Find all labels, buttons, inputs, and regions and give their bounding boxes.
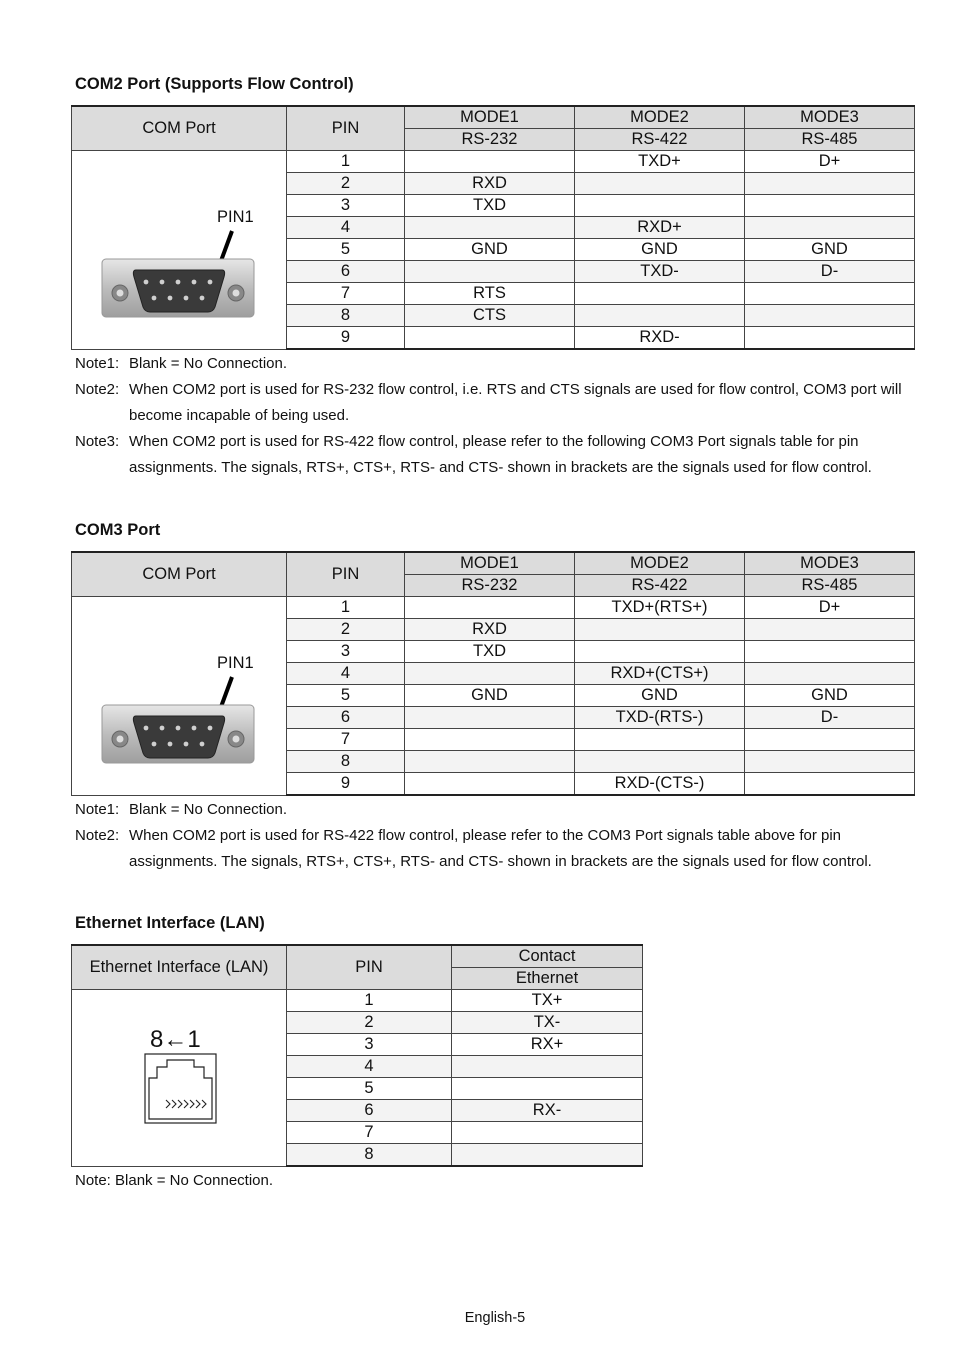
lan-pin-cell: 7 <box>287 1122 452 1144</box>
com3-mode3-header: MODE3 <box>745 552 915 575</box>
com3-mode3-cell <box>745 663 915 685</box>
lan-port-header: Ethernet Interface (LAN) <box>72 945 287 990</box>
com2-port-header: COM Port <box>72 106 287 151</box>
com2-mode1-cell: RTS <box>405 283 575 305</box>
note-text: When COM2 port is used for RS-232 flow control, i.e. RTS and CTS signals are used for flow control, COM3 port will become incapable of being used. <box>129 381 902 424</box>
lan-signal-cell: TX+ <box>452 990 643 1012</box>
com2-mode1-cell <box>405 151 575 173</box>
rj45-jack-icon <box>72 990 285 1164</box>
lan-pin-cell: 6 <box>287 1100 452 1122</box>
com3-note-2 <box>75 823 925 875</box>
lan-pin-cell: 5 <box>287 1078 452 1100</box>
lan-table <box>71 944 643 1167</box>
com3-mode1-cell: TXD <box>405 641 575 663</box>
com3-note-1 <box>75 797 925 823</box>
com2-notes <box>75 351 925 481</box>
com3-mode2-cell <box>575 641 745 663</box>
com3-mode3-cell <box>745 751 915 773</box>
lan-signal-cell: TX- <box>452 1012 643 1034</box>
com2-rs422-header: RS-422 <box>575 129 745 151</box>
note-label: Note2: <box>75 381 120 398</box>
com3-mode2-cell: GND <box>575 685 745 707</box>
com2-rs232-header: RS-232 <box>405 129 575 151</box>
lan-signal-cell: RX- <box>452 1100 643 1122</box>
lan-pin-cell: 3 <box>287 1034 452 1056</box>
com2-mode2-header: MODE2 <box>575 106 745 129</box>
com2-mode2-cell: TXD- <box>575 261 745 283</box>
com3-mode2-cell <box>575 729 745 751</box>
com2-pin-header: PIN <box>287 106 405 151</box>
lan-signal-cell: RX+ <box>452 1034 643 1056</box>
com3-mode3-cell <box>745 641 915 663</box>
com2-pin-cell: 7 <box>287 283 405 305</box>
com3-mode3-cell: D- <box>745 707 915 729</box>
com2-mode3-cell: D+ <box>745 151 915 173</box>
com2-pin1-label: PIN1 <box>217 208 254 226</box>
com2-pin-cell: 2 <box>287 173 405 195</box>
com3-pin-cell: 1 <box>287 597 405 619</box>
com3-mode3-cell: GND <box>745 685 915 707</box>
com3-pin-cell: 3 <box>287 641 405 663</box>
com3-mode2-cell <box>575 619 745 641</box>
com3-mode1-cell <box>405 751 575 773</box>
lan-signal-cell <box>452 1078 643 1100</box>
com3-pin1-label: PIN1 <box>217 654 254 672</box>
note-label: Note2: <box>75 827 120 844</box>
com2-mode1-cell <box>405 261 575 283</box>
com2-mode3-cell <box>745 173 915 195</box>
com2-mode3-cell <box>745 305 915 327</box>
com2-mode2-cell: TXD+ <box>575 151 745 173</box>
com2-mode1-cell: GND <box>405 239 575 261</box>
lan-pin-cell: 1 <box>287 990 452 1012</box>
note-text: When COM2 port is used for RS-422 flow control, please refer to the COM3 Port signals table above for pin assignments. The signals, RTS+, CTS+, RTS- and CTS- shown in brackets are the signals used for flow control. <box>129 827 872 870</box>
com3-mode1-cell: GND <box>405 685 575 707</box>
note-label: Note3: <box>75 433 120 450</box>
com3-mode2-cell: RXD-(CTS-) <box>575 773 745 796</box>
com3-pin-cell: 2 <box>287 619 405 641</box>
com3-mode2-header: MODE2 <box>575 552 745 575</box>
com3-mode1-cell <box>405 729 575 751</box>
com2-pin-cell: 5 <box>287 239 405 261</box>
com2-mode3-cell: D- <box>745 261 915 283</box>
com3-port-header: COM Port <box>72 552 287 597</box>
com2-pin-cell: 1 <box>287 151 405 173</box>
note-label: Note1: <box>75 355 120 372</box>
com2-pin-cell: 9 <box>287 327 405 350</box>
com2-mode2-cell: RXD- <box>575 327 745 350</box>
com2-note-1 <box>75 351 925 377</box>
com2-note-2 <box>75 377 925 429</box>
com2-mode1-cell <box>405 217 575 239</box>
com3-pin-cell: 9 <box>287 773 405 796</box>
com3-mode3-cell: D+ <box>745 597 915 619</box>
com3-mode2-cell: TXD+(RTS+) <box>575 597 745 619</box>
com3-mode3-cell <box>745 619 915 641</box>
rj45-pin-order-label: 8←1 <box>150 1026 201 1053</box>
lan-note: Note: Blank = No Connection. <box>75 1172 274 1189</box>
com3-mode1-cell <box>405 597 575 619</box>
com2-mode3-header: MODE3 <box>745 106 915 129</box>
lan-signal-cell <box>452 1122 643 1144</box>
com2-mode3-cell: GND <box>745 239 915 261</box>
com2-mode1-cell: TXD <box>405 195 575 217</box>
lan-connector-cell <box>72 990 287 1167</box>
com3-mode3-cell <box>745 729 915 751</box>
lan-ethernet-header: Ethernet <box>452 968 643 990</box>
com3-mode1-cell: RXD <box>405 619 575 641</box>
com2-mode2-cell <box>575 305 745 327</box>
com3-mode2-cell: RXD+(CTS+) <box>575 663 745 685</box>
com2-pin-cell: 3 <box>287 195 405 217</box>
com3-notes <box>75 797 925 875</box>
com3-pin-cell: 6 <box>287 707 405 729</box>
com2-heading: COM2 Port (Supports Flow Control) <box>75 75 354 93</box>
com3-pin-cell: 4 <box>287 663 405 685</box>
com3-mode1-cell <box>405 663 575 685</box>
com2-connector-cell <box>72 151 287 350</box>
note-text: Blank = No Connection. <box>129 355 288 372</box>
db9-connector-icon <box>72 597 285 793</box>
lan-signal-cell <box>452 1056 643 1078</box>
com2-mode2-cell: RXD+ <box>575 217 745 239</box>
com3-connector-cell <box>72 597 287 796</box>
lan-pin-header: PIN <box>287 945 452 990</box>
com3-mode2-cell: TXD-(RTS-) <box>575 707 745 729</box>
com2-mode2-cell: GND <box>575 239 745 261</box>
lan-pin-cell: 4 <box>287 1056 452 1078</box>
com3-mode2-cell <box>575 751 745 773</box>
com2-pin-cell: 6 <box>287 261 405 283</box>
note-label: Note1: <box>75 801 120 818</box>
com2-mode1-cell: CTS <box>405 305 575 327</box>
com2-mode3-cell <box>745 217 915 239</box>
com3-rs422-header: RS-422 <box>575 575 745 597</box>
com3-rs232-header: RS-232 <box>405 575 575 597</box>
com3-pin-cell: 7 <box>287 729 405 751</box>
com2-pin-cell: 8 <box>287 305 405 327</box>
com3-pin-cell: 8 <box>287 751 405 773</box>
lan-pin-cell: 8 <box>287 1144 452 1167</box>
com3-pin-cell: 5 <box>287 685 405 707</box>
com2-mode2-cell <box>575 195 745 217</box>
com2-mode2-cell <box>575 173 745 195</box>
db9-connector-icon <box>72 151 285 347</box>
com3-table <box>71 551 915 796</box>
com2-mode1-header: MODE1 <box>405 106 575 129</box>
com2-mode2-cell <box>575 283 745 305</box>
com2-mode3-cell <box>745 283 915 305</box>
note-text: Blank = No Connection. <box>129 801 288 818</box>
lan-heading: Ethernet Interface (LAN) <box>75 914 265 932</box>
com2-mode3-cell <box>745 195 915 217</box>
lan-contact-header: Contact <box>452 945 643 968</box>
com3-mode1-cell <box>405 707 575 729</box>
com2-mode1-cell <box>405 327 575 350</box>
lan-pin-cell: 2 <box>287 1012 452 1034</box>
lan-signal-cell <box>452 1144 643 1167</box>
com2-note-3 <box>75 429 925 481</box>
note-text: When COM2 port is used for RS-422 flow control, please refer to the following COM3 Port signals table for pin assignments. The signals, RTS+, CTS+, RTS- and CTS- shown in brackets are the signals used for flow control. <box>129 433 872 476</box>
com3-heading: COM3 Port <box>75 521 161 539</box>
com3-mode3-cell <box>745 773 915 796</box>
com2-rs485-header: RS-485 <box>745 129 915 151</box>
com3-mode1-header: MODE1 <box>405 552 575 575</box>
com2-mode1-cell: RXD <box>405 173 575 195</box>
com3-pin-header: PIN <box>287 552 405 597</box>
com2-table <box>71 105 915 350</box>
com3-mode1-cell <box>405 773 575 796</box>
page-footer: English-5 <box>464 1310 526 1326</box>
com3-rs485-header: RS-485 <box>745 575 915 597</box>
com2-mode3-cell <box>745 327 915 350</box>
com2-pin-cell: 4 <box>287 217 405 239</box>
